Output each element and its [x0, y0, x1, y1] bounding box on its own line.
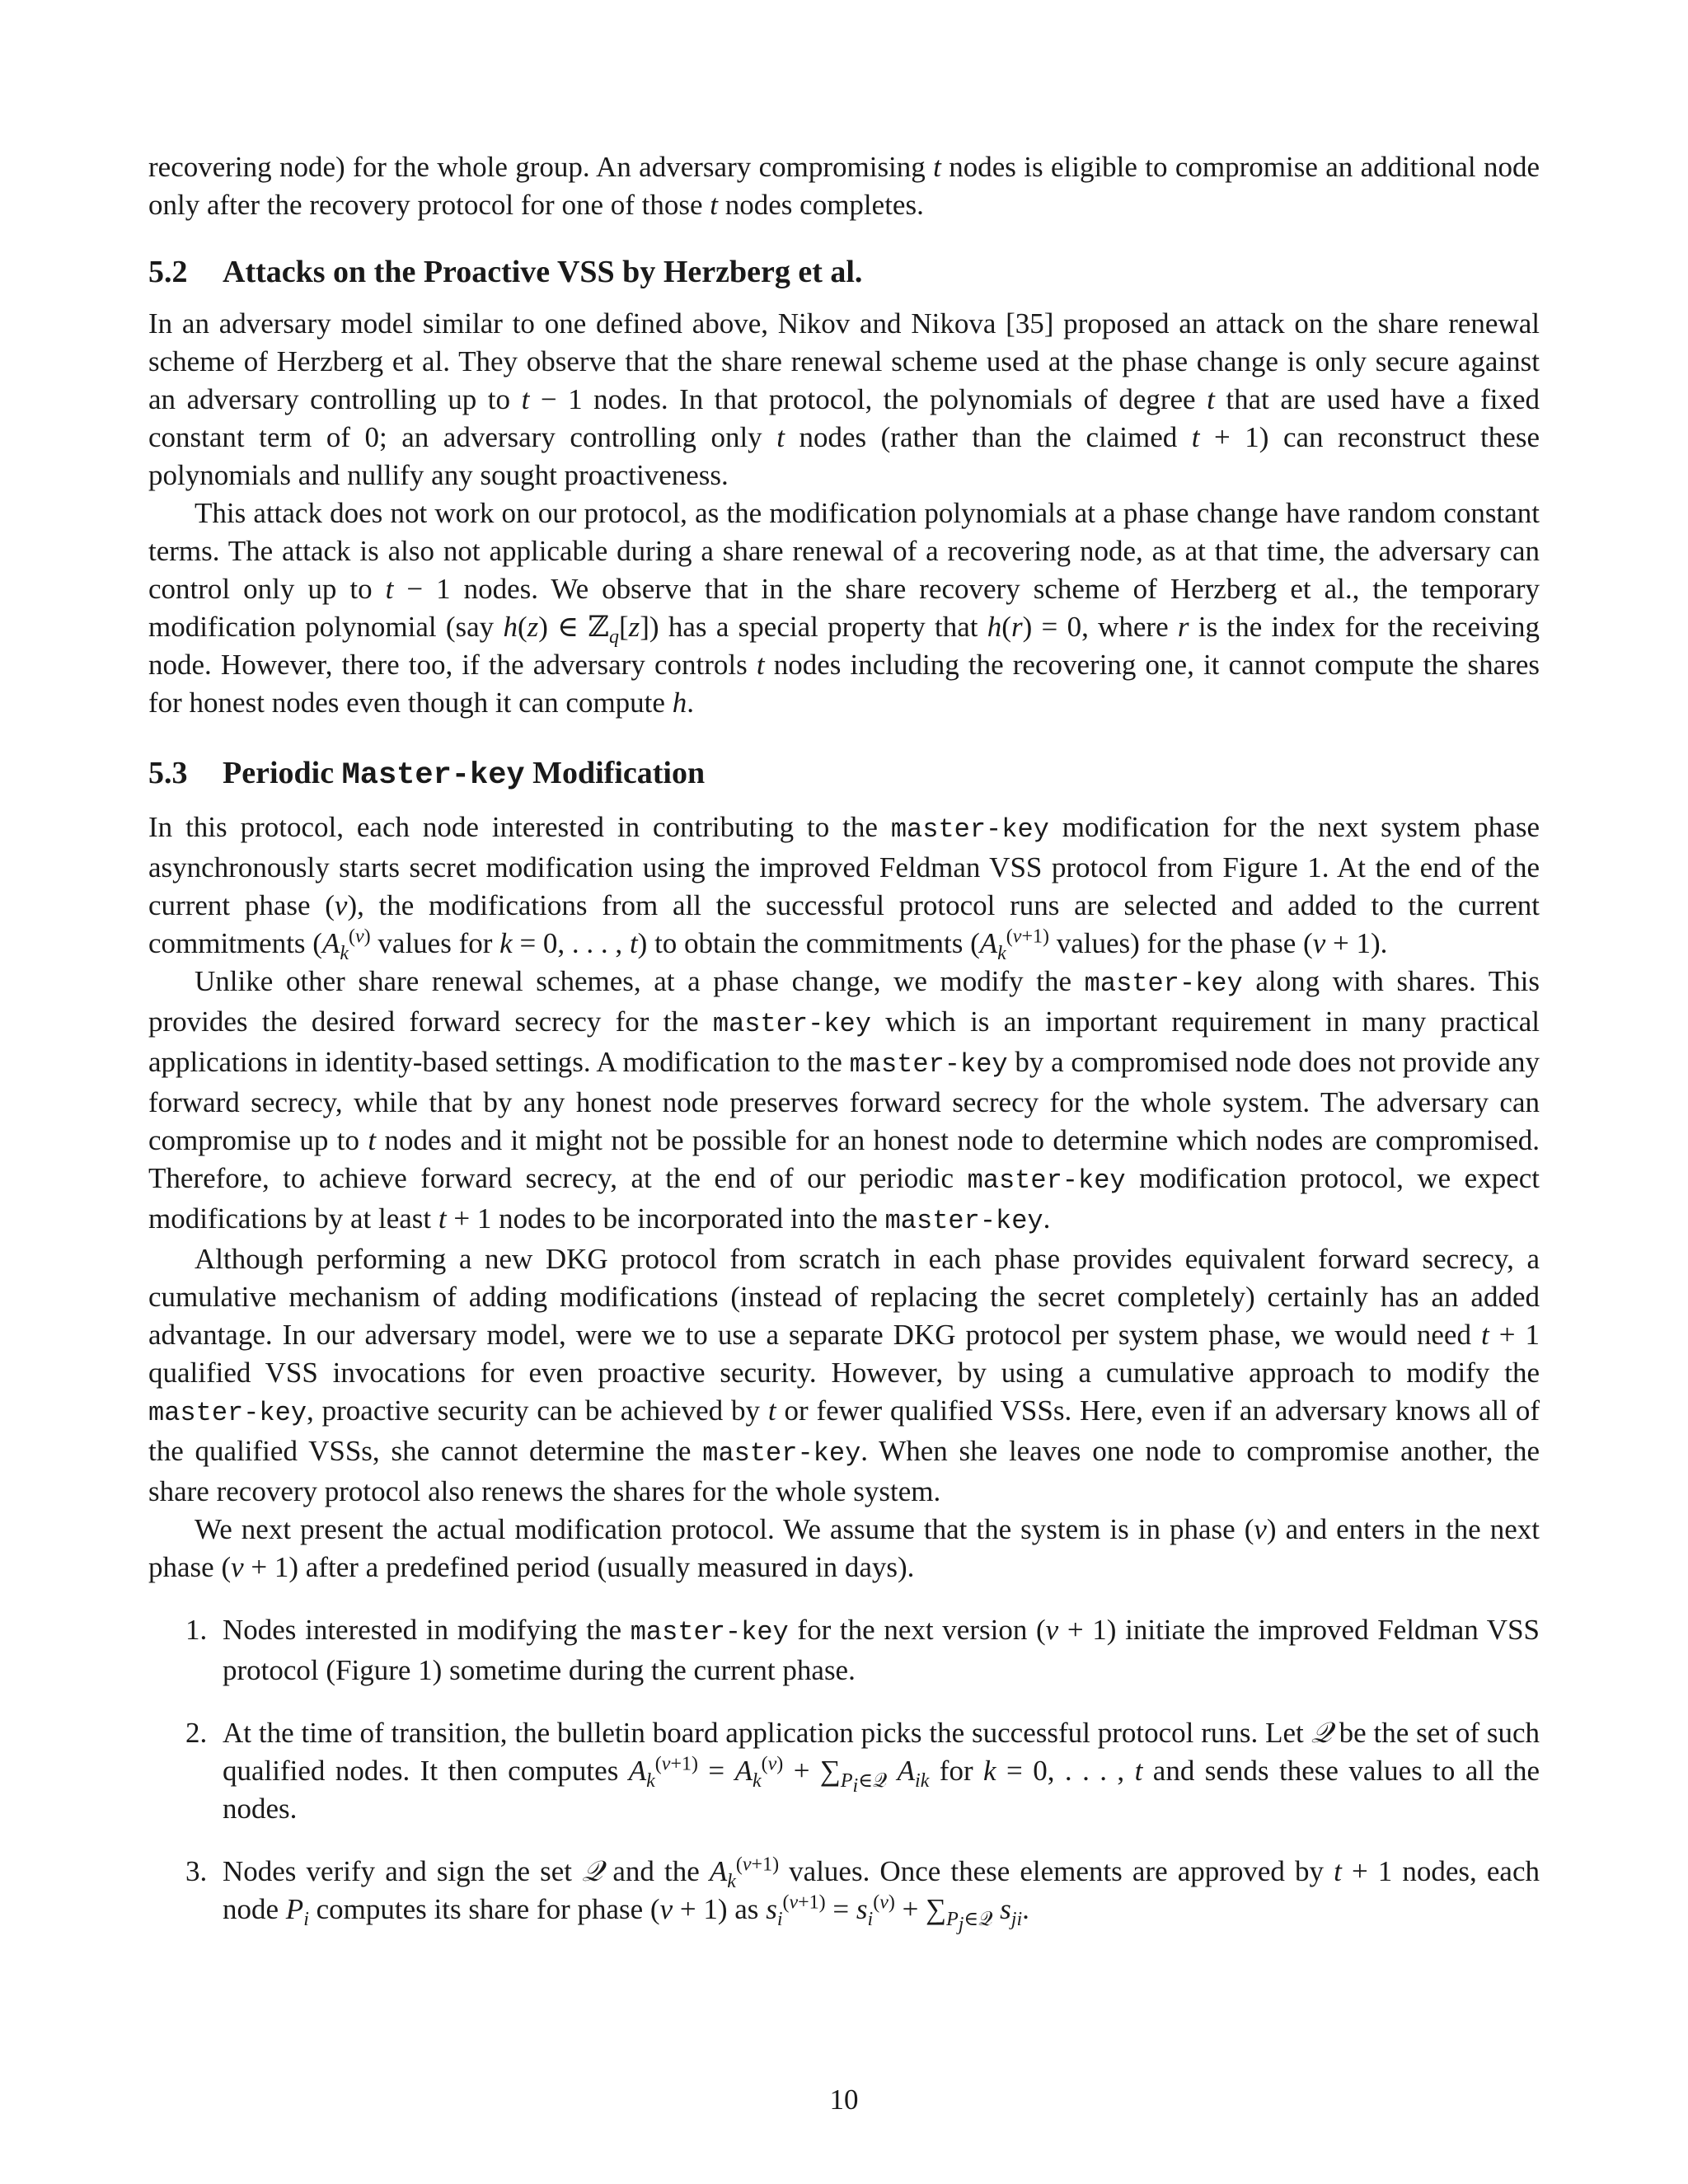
list-item: 2. At the time of transition, the bulletin board application picks the successful protocol runs. Let 𝒬 be the set of such qualified nodes. It then computes $A_k^{(v+1)} = A_k^{(v)} + \sum_{P_i\in 𝒬}$ $A_{ik}$ for k = 0, . . . , t and sends these values to all the nodes. — [185, 1717, 1540, 1825]
section-5-2-paragraph-2: This attack does not work on our protocol, as the modification polynomials at a phase change have random constant terms. The attack is also not applicable during a share renewal of a recovering node, as at that time, the adversary can control only up to t − 1 nodes. We observe that in the share recovery scheme of Herzberg et al., the temporary modification polynomial (say h(z) ∈ ℤ$_q$[z]) has a special property that h(r) = 0, where r is the index for the receiving node. However, there too, if the adversary controls t nodes including the recovering one, it cannot compute the shares for honest nodes even though it can compute h. — [148, 497, 1540, 719]
section-5-3-paragraph-2: Unlike other share renewal schemes, at a phase change, we modify the master-key along with shares. This provides the desired forward secrecy for the master-key which is an important requirement in many practical applications in identity-based settings. A modification to the master-key by a compromised node does not provide any forward secrecy, while that by any honest node preserves forward secrecy for the whole system. The adversary can compromise up to t nodes and it might not be possible for an honest node to determine which nodes are compromised. Therefore, to achieve forward secrecy, at the end of our periodic master-key modification protocol, we expect modifications by at least t + 1 nodes to be incorporated into the master-key. — [148, 965, 1540, 1236]
list-item: 1. Nodes interested in modifying the master-key for the next version (v + 1) initiate the improved Feldman VSS protocol (Figure 1) sometime during the current phase. — [185, 1614, 1540, 1686]
paper-page — [148, 148, 1540, 1953]
section-5-2-heading: 5.2 Attacks on the Proactive VSS by Herzberg et al. — [148, 255, 863, 289]
section-5-3-heading: 5.3 Periodic Master-key Modification — [148, 756, 706, 793]
list-item: 3. Nodes verify and sign the set 𝒬 and the $A_k^{(v+1)}$ values. Once these elements are approved by t + 1 nodes, each node $P_i$ computes its share for phase (v + 1) as $s_i^{(v+1)} = s_i^{(v)} + \sum_{P_j\in 𝒬}$ $s_{ji}$. — [185, 1854, 1540, 1935]
protocol-steps-list — [148, 1611, 1540, 1935]
page-number: 10 — [829, 2083, 859, 2116]
section-5-3-paragraph-1: In this protocol, each node interested in contributing to the master-key modification for the next system phase asynchronously starts secret modification using the improved Feldman VSS protocol from Figure 1. At the end of the current phase (v), the modifications from all the successful protocol runs are selected and added to the current commitments ($A_k^{(v)}$ values for k = 0, . . . , t) to obtain the commitments ($A_k^{(v+1)}$ values) for the phase (v + 1). — [148, 811, 1540, 964]
section-5-3-paragraph-3: Although performing a new DKG protocol from scratch in each phase provides equivalent forward secrecy, a cumulative mechanism of adding modifications (instead of replacing the secret completely) certainly has an added advantage. In our adversary model, were we to use a separate DKG protocol per system phase, we would need t + 1 qualified VSS invocations for even proactive security. However, by using a cumulative approach to modify the master-key, proactive security can be achieved by t or fewer qualified VSSs. Here, even if an adversary knows all of the qualified VSSs, she cannot determine the master-key. When she leaves one node to compromise another, the share recovery protocol also renews the shares for the whole system. — [148, 1243, 1540, 1507]
section-5-2-paragraph-1: In an adversary model similar to one defined above, Nikov and Nikova [35] proposed an attack on the share renewal scheme of Herzberg et al. They observe that the share renewal scheme used at the phase change is only secure against an adversary controlling up to t − 1 nodes. In that protocol, the polynomials of degree t that are used have a fixed constant term of 0; an adversary controlling only t nodes (rather than the claimed t + 1) can reconstruct these polynomials and nullify any sought proactiveness. — [148, 307, 1540, 491]
section-5-2-title: Attacks on the Proactive VSS by Herzberg et al. — [223, 255, 863, 289]
intro-paragraph: recovering node) for the whole group. An adversary compromising t nodes is eligible to compromise an additional node only after the recovery protocol for one of those t nodes completes. — [148, 151, 1540, 221]
section-5-3-paragraph-4: We next present the actual modification protocol. We assume that the system is in phase (v) and enters in the next phase (v + 1) after a predefined period (usually measured in days). — [148, 1513, 1540, 1583]
